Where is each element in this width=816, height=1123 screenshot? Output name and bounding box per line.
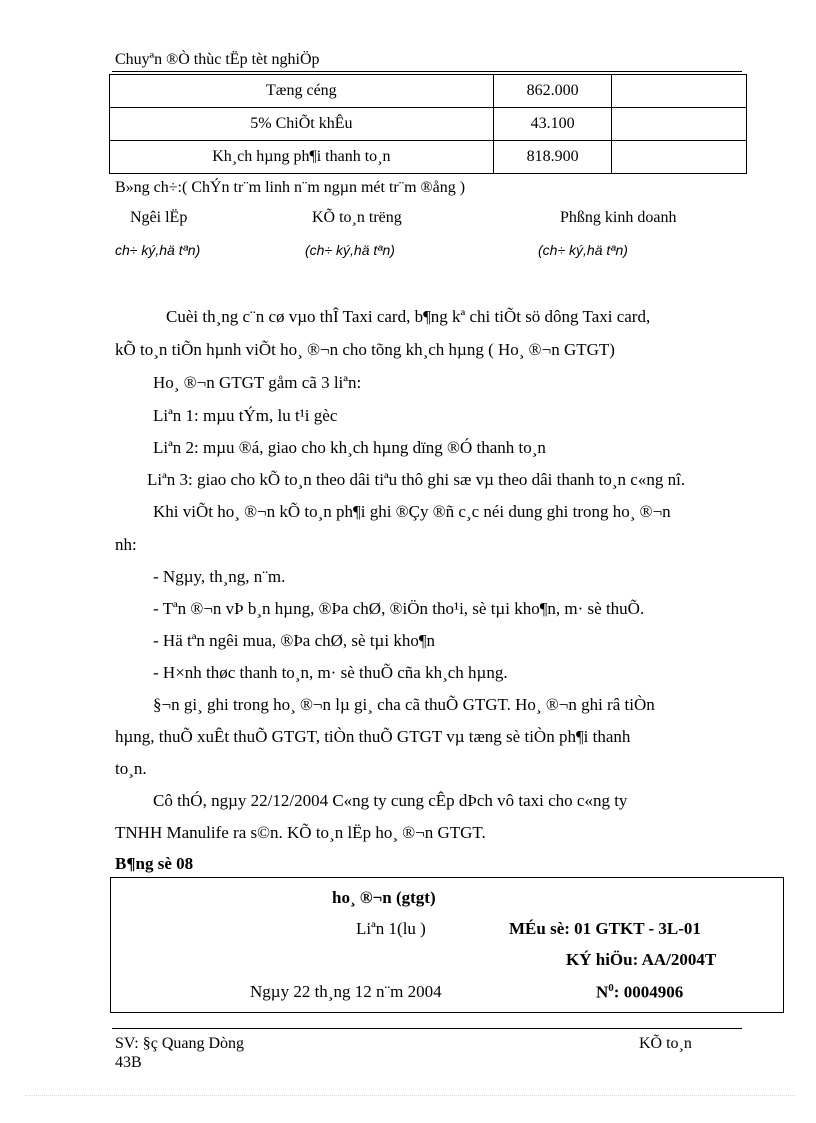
row-value: 818.900 [493,141,612,174]
copy-1-text: Liªn 1: mµu tÝm, lu t¹i gèc [153,406,338,425]
table-label: B¶ng sè 08 [115,854,194,873]
page-header-title: Chuyªn ®Ò thùc tËp tèt nghiÖp [115,51,320,68]
table-row [110,108,747,141]
footer-class: 43B [115,1054,142,1071]
bullet-item: - Tªn ®¬n vÞ b¸n hµng, ®Þa chØ, ®iÖn tho¹i, sè tµi kho¶n, m· sè thuÕ. [153,599,645,618]
paragraph-line: Khi viÕt ho¸ ®¬n kÕ to¸n ph¶i ghi ®Çy ®ñ c¸c néi dung ghi trong ho¸ ®¬n [153,502,671,521]
row-label: Kh¸ch hµng ph¶i thanh to¸n [110,141,494,174]
paragraph-line: §¬n gi¸ ghi trong ho¸ ®¬n lµ gi¸ cha cã thuÕ GTGT. Ho¸ ®¬n ghi râ tiÒn [153,695,655,714]
invoice-copy-label: Liªn 1(lu ) [356,919,426,938]
row-label: Tæng céng [110,75,494,108]
paragraph-line: nh: [115,535,137,554]
header-rule [112,71,742,72]
page-edge-divider [25,1095,795,1096]
invoice-number-prefix: N [596,982,609,1002]
copy-3-text: Liªn 3: giao cho kÕ to¸n theo dâi tiªu thô ghi sæ vµ theo dâi thanh to¸n c«ng nî. [147,470,686,489]
table-row [110,141,747,174]
row-note [612,75,747,108]
row-note [612,141,747,174]
summary-table [109,74,747,174]
paragraph-line: Cô thÓ, ngµy 22/12/2004 C«ng ty cung cÊp dÞch vô taxi cho c«ng ty [153,791,628,810]
copy-2-text: Liªn 2: mµu ®á, giao cho kh¸ch hµng dïng ®Ó thanh to¸n [153,438,546,457]
invoice-header-box [110,877,784,1013]
signature-note-preparer: ch÷ ký,hä tªn) [115,242,201,258]
row-label: 5% ChiÕt khÊu [110,108,494,141]
signature-note-chief-accountant: (ch÷ ký,hä tªn) [305,242,395,258]
invoice-symbol: KÝ hiÖu: AA/2004T [566,950,717,969]
row-value: 43.100 [493,108,612,141]
table-row [110,75,747,108]
bullet-item: - Ngµy, th¸ng, n¨m. [153,567,286,586]
footer-rule [112,1028,742,1029]
paragraph-line: TNHH Manulife ra s©n. KÕ to¸n lËp ho¸ ®¬n GTGT. [115,823,486,842]
bullet-item: - H×nh thøc thanh to¸n, m· sè thuÕ cña kh¸ch hµng. [153,663,508,682]
row-value: 862.000 [493,75,612,108]
amount-in-words: B»ng ch÷:( ChÝn tr¨m linh n¨m ngµn mét tr¨m ®ång ) [115,179,466,196]
bullet-item: - Hä tªn ngêi mua, ®Þa chØ, sè tµi kho¶n [153,631,436,650]
paragraph-line: to¸n. [115,759,147,778]
paragraph-line: Cuèi th¸ng c¨n cø vµo thÎ Taxi card, b¶ng kª chi tiÕt sö dông Taxi card, [166,307,651,326]
paragraph-line: kÕ to¸n tiÕn hµnh viÕt ho¸ ®¬n cho tõng kh¸ch hµng ( Ho¸ ®¬n GTGT) [115,340,615,359]
signature-role-sales-dept: Phßng kinh doanh [560,209,677,226]
invoice-date: Ngµy 22 th¸ng 12 n¨m 2004 [250,982,442,1001]
invoice-title: ho¸ ®¬n (gtgt) [332,888,436,907]
signature-role-preparer: Ngêi lËp [130,209,188,226]
invoice-form-number: MÉu sè: 01 GTKT - 3L-01 [509,919,701,938]
row-note [612,108,747,141]
footer-student-name: SV: §ç Quang Dòng [115,1035,245,1052]
invoice-number [596,982,683,1003]
invoice-number-sup: 0 [608,982,614,994]
footer-department: KÕ to¸n [639,1035,692,1052]
paragraph-line: Ho¸ ®¬n GTGT gåm cã 3 liªn: [153,373,362,392]
invoice-number-value: : 0004906 [613,982,684,1002]
signature-note-sales-dept: (ch÷ ký,hä tªn) [538,242,628,258]
signature-role-chief-accountant: KÕ to¸n trëng [312,209,402,226]
paragraph-line: hµng, thuÕ xuÊt thuÕ GTGT, tiÒn thuÕ GTGT vµ tæng sè tiÒn ph¶i thanh [115,727,631,746]
